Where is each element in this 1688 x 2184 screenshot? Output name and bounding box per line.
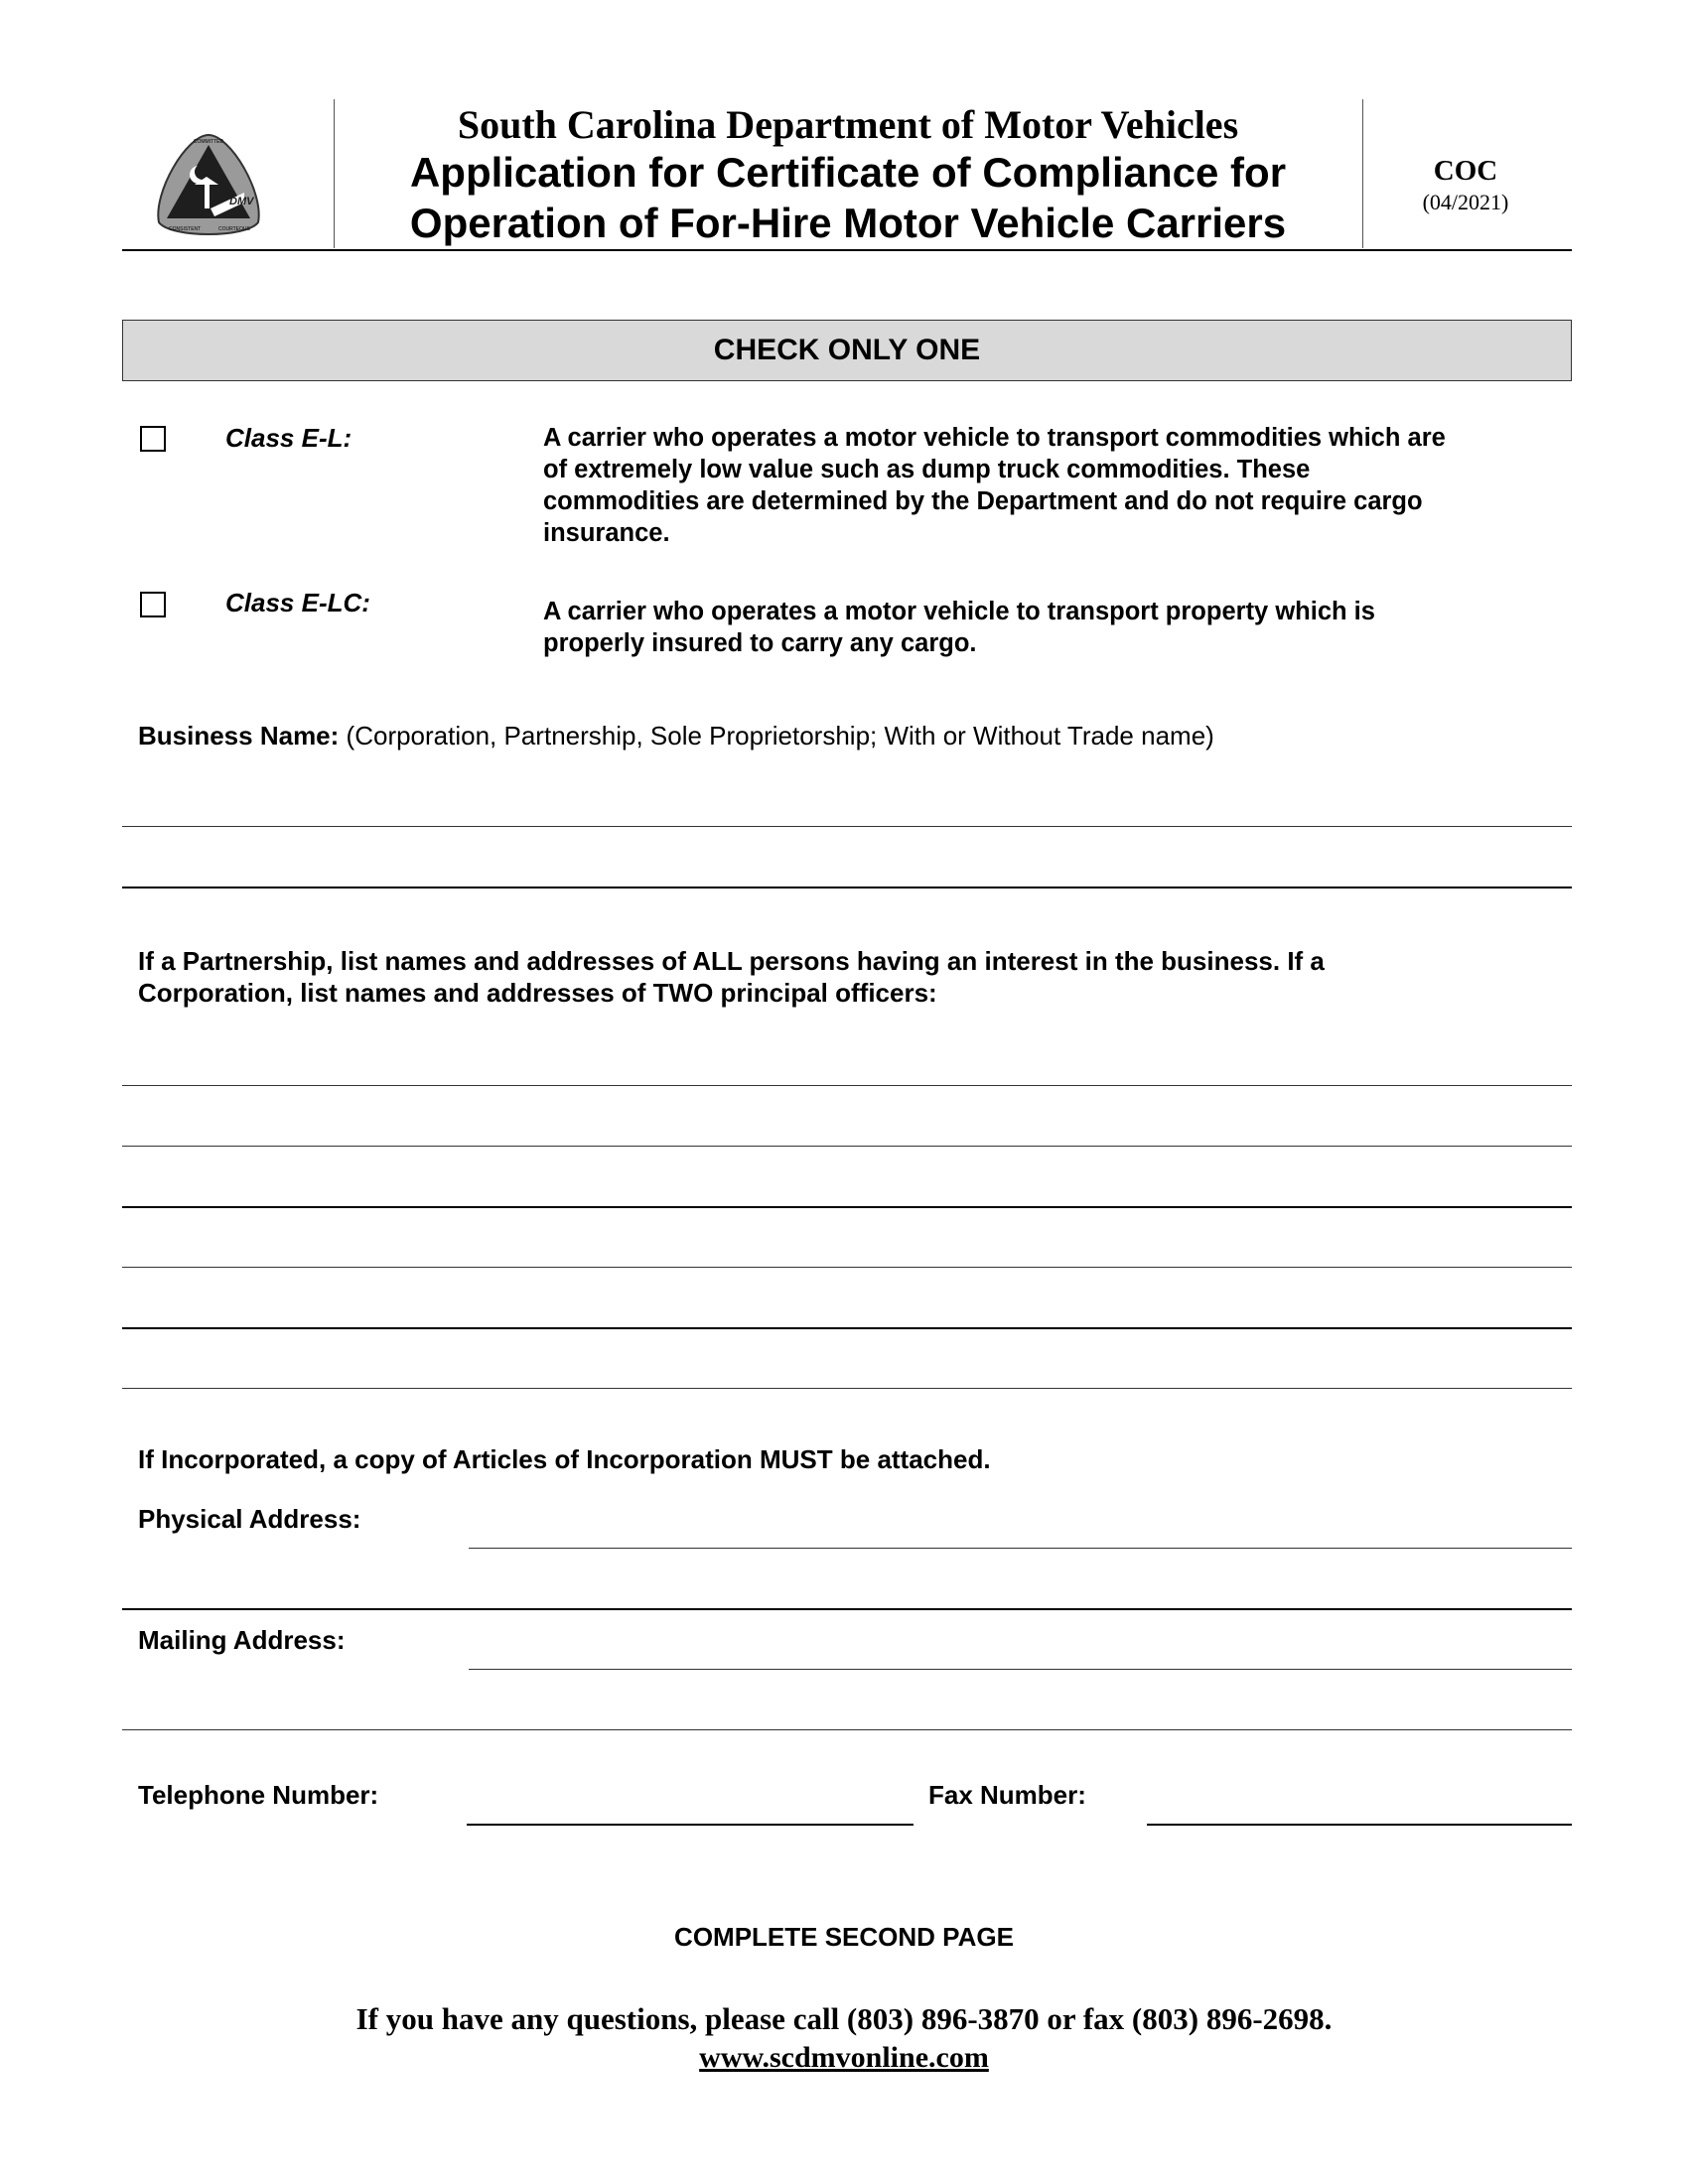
officers-line[interactable] [122, 1146, 1572, 1147]
class-el-desc-line: commodities are determined by the Department and do not require cargo [543, 487, 1423, 515]
business-name-hint: (Corporation, Partnership, Sole Proprietorship; With or Without Trade name) [346, 721, 1214, 751]
business-name-line [122, 826, 1572, 827]
mailing-address-input-2[interactable] [122, 1698, 1576, 1729]
business-name-input-2[interactable] [122, 856, 1576, 887]
class-el-description [543, 422, 1556, 549]
dmv-logo-icon [147, 131, 270, 242]
partnership-line: If a Partnership, list names and addresses of ALL persons having an interest in the business. If a [138, 946, 1325, 976]
svg-text:COURTEOUS: COURTEOUS [218, 226, 250, 232]
class-elc-desc-line: A carrier who operates a motor vehicle to transport property which is [543, 598, 1375, 625]
form-code: COC [1433, 155, 1498, 187]
contact-questions: If you have any questions, please call (803) 896-3870 or fax (803) 896-2698. [355, 2001, 1333, 2036]
class-elc-description [543, 596, 1556, 659]
dmv-logo [147, 131, 270, 242]
svg-text:DMV: DMV [229, 196, 254, 207]
mailing-address-label: Mailing Address: [138, 1625, 346, 1655]
partnership-instructions [138, 945, 1325, 1009]
fax-input[interactable] [1147, 1792, 1576, 1824]
check-only-one-banner [122, 320, 1572, 381]
header-bottom-rule [122, 249, 1572, 251]
business-name-label: Business Name: [138, 721, 340, 751]
mailing-address-input-1[interactable] [469, 1637, 1576, 1669]
fax-line [1147, 1824, 1572, 1826]
fax-label: Fax Number: [928, 1780, 1086, 1810]
form-title-line1: Application for Certificate of Compliance for [409, 149, 1287, 196]
class-el-desc-line: of extremely low value such as dump truck commodities. These [543, 456, 1311, 483]
mailing-address-line [469, 1669, 1572, 1670]
form-title-line2: Operation of For-Hire Motor Vehicle Carriers [409, 200, 1287, 246]
class-el-checkbox[interactable] [140, 426, 166, 452]
mailing-address-line [122, 1729, 1572, 1730]
officers-line[interactable] [122, 1267, 1572, 1268]
complete-second-page: COMPLETE SECOND PAGE [674, 1922, 1014, 1952]
officers-line[interactable] [122, 1388, 1572, 1389]
class-el-desc-line: A carrier who operates a motor vehicle to transport commodities which are [543, 424, 1446, 452]
check-only-one-label: CHECK ONLY ONE [713, 334, 981, 366]
class-elc-checkbox[interactable] [140, 592, 166, 617]
incorporated-note: If Incorporated, a copy of Articles of Incorporation MUST be attached. [138, 1444, 991, 1474]
website-link[interactable]: www.scdmvonline.com [699, 2041, 989, 2074]
physical-address-line [469, 1548, 1572, 1549]
agency-name: South Carolina Department of Motor Vehicles [457, 102, 1239, 147]
svg-text:COMMITTED: COMMITTED [193, 139, 224, 145]
business-name-input-1[interactable] [122, 794, 1576, 826]
header-divider-left [334, 99, 335, 248]
svg-text:CONSISTENT: CONSISTENT [169, 226, 202, 232]
business-name-row [138, 721, 1214, 751]
header-divider-right [1362, 99, 1363, 248]
partnership-line: Corporation, list names and addresses of TWO principal officers: [138, 978, 937, 1008]
telephone-input[interactable] [467, 1792, 917, 1824]
officers-line[interactable] [122, 1327, 1572, 1329]
officers-line[interactable] [122, 1206, 1572, 1208]
officers-line[interactable] [122, 1085, 1572, 1086]
physical-address-input-2[interactable] [122, 1576, 1576, 1608]
physical-address-label: Physical Address: [138, 1504, 361, 1534]
business-name-line [122, 887, 1572, 888]
class-elc-desc-line: properly insured to carry any cargo. [543, 629, 977, 657]
telephone-line [467, 1824, 914, 1826]
physical-address-input-1[interactable] [469, 1516, 1576, 1548]
telephone-label: Telephone Number: [138, 1780, 379, 1810]
form-date: (04/2021) [1422, 190, 1509, 214]
class-el-label: Class E-L: [225, 423, 352, 453]
class-el-desc-line: insurance. [543, 519, 670, 547]
class-elc-label: Class E-LC: [225, 588, 370, 617]
physical-address-line [122, 1608, 1572, 1610]
